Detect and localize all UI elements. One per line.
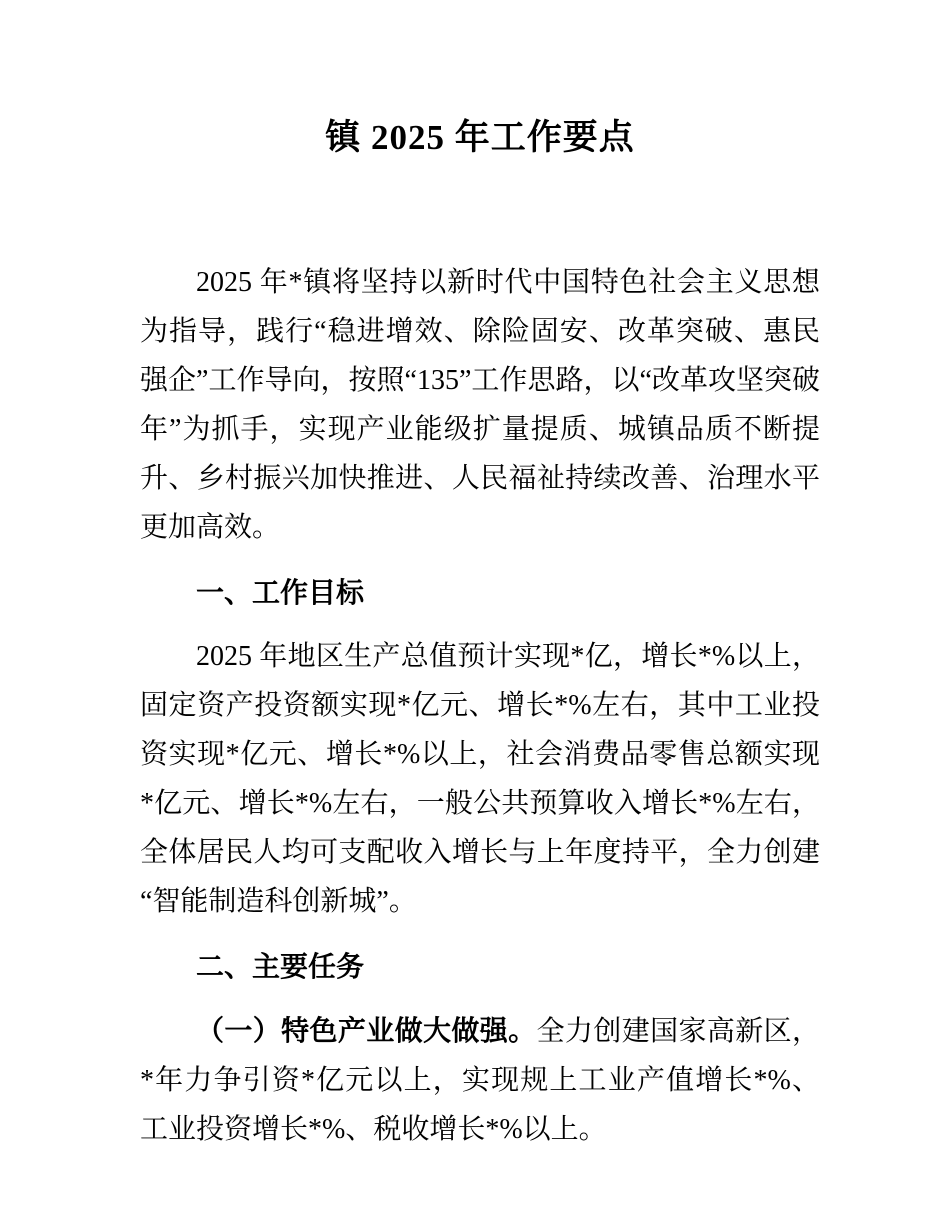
item-lead-text: （一）特色产业做大做强。 [196,1015,537,1046]
intro-paragraph: 2025 年*镇将坚持以新时代中国特色社会主义思想为指导，践行“稳进增效、除险固安、改革突破、惠民强企”工作导向，按照“135”工作思路，以“改革攻坚突破年”为抓手，实现产业能级扩量提质、城镇品质不断提升、乡村振兴加快推进、人民福祉持续改善、治理水平更加高效。 [140,267,820,543]
section-heading-main-tasks: 二、主要任务 [196,951,365,982]
main-tasks-item-paragraph [140,1006,820,1154]
document-title: 镇 2025 年工作要点 [325,118,635,157]
work-goals-paragraph: 2025 年地区生产总值预计实现*亿，增长*%以上，固定资产投资额实现*亿元、增长*%左右，其中工业投资实现*亿元、增长*%以上，社会消费品零售总额实现*亿元、增长*%左右，一般公共预算收入增长*%左右，全体居民人均可支配收入增长与上年度持平，全力创建“智能制造科创新城”。 [140,641,820,917]
item-body-text: 全力创建国家高新区，*年力争引资*亿元以上，实现规上工业产值增长*%、工业投资增长*%、税收增长*%以上。 [140,1016,820,1145]
section-heading-work-goals: 一、工作目标 [196,577,365,608]
